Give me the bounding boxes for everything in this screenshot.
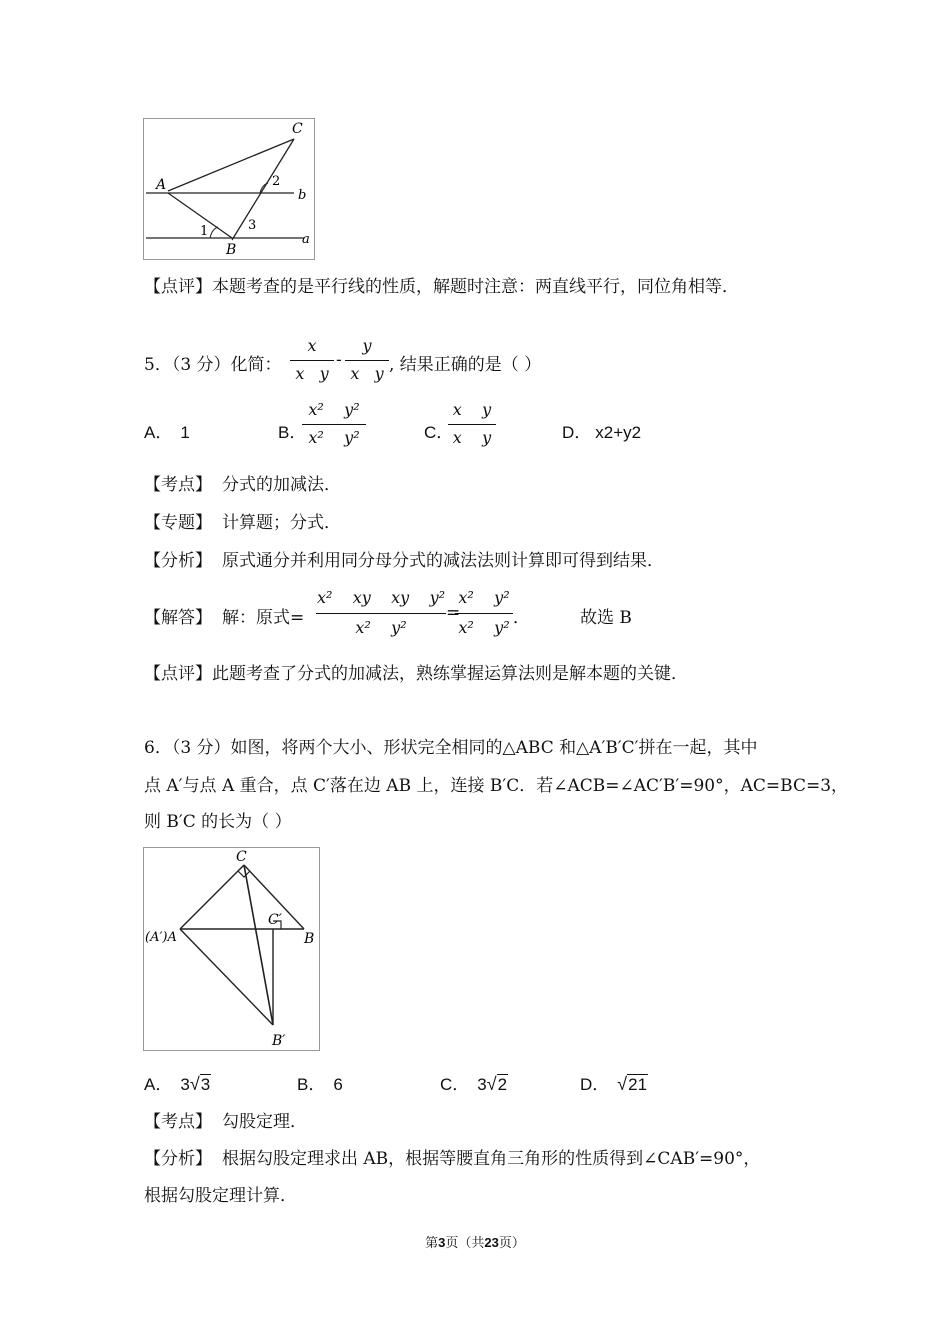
label-A: (A′)A (145, 930, 177, 945)
q5-option-b-label: B． (278, 423, 307, 442)
label-C: C (236, 849, 247, 865)
option-label: A． (144, 1075, 173, 1094)
option-value: 1 (180, 423, 190, 442)
label-angle-2: 2 (272, 174, 281, 189)
q5-option-c-fraction (448, 400, 496, 450)
q5-fenxi (144, 546, 664, 571)
figure-parallel-lines (143, 118, 315, 260)
text: 分式的加减法． (222, 475, 341, 495)
q5-fraction-2 (345, 336, 389, 386)
footer-text: 页） (498, 1236, 525, 1251)
label-B: B (304, 931, 315, 947)
q5-dianping (144, 659, 688, 684)
q5-stem-suffix: , 结果正确的是（ ） (389, 355, 542, 375)
option-label: D． (562, 423, 592, 442)
tag: 【分析】 (144, 551, 212, 571)
q5-stem-prefix: 5．（3 分）化简： (144, 355, 282, 375)
figure-triangles (143, 847, 320, 1051)
numerator: x y (452, 400, 492, 419)
q5-solution-fraction-2 (455, 588, 513, 640)
option-label: A． (144, 423, 173, 442)
tag: 【解答】 (144, 608, 212, 628)
q6-stem-line-3: 则 B′C 的长为（ ） (144, 812, 292, 832)
tag: 【考点】 (144, 1112, 212, 1132)
numerator: x² y² (458, 588, 510, 607)
q6-fenxi (144, 1144, 760, 1169)
comment-text: 本题考查的是平行线的性质，解题时注意：两直线平行，同位角相等． (212, 277, 739, 297)
q5-fraction-1 (290, 336, 334, 386)
q5-option-d (562, 418, 641, 443)
label-angle-1: 1 (200, 224, 209, 239)
period: ． (513, 608, 530, 628)
radicand: 3 (200, 1075, 211, 1094)
text: 解：原式= (222, 608, 305, 628)
q5-zhuanti (144, 508, 341, 533)
comment-tag: 【点评】 (144, 277, 212, 297)
label-C: C (292, 121, 303, 137)
q6-option-c: C． 3√2 (440, 1074, 508, 1094)
q5-solution-fraction-1 (316, 588, 446, 640)
option-label: C． (440, 1075, 470, 1094)
coefficient: 3 (180, 1075, 190, 1094)
option-label: B． (297, 1075, 326, 1094)
numerator: x² xy xy y² (316, 588, 446, 607)
label-B: B (226, 242, 237, 258)
label-angle-3: 3 (248, 218, 257, 233)
denominator: x y (295, 364, 329, 383)
q5-jieda (144, 603, 304, 628)
label-A: A (156, 177, 167, 193)
tag: 【分析】 (144, 1149, 212, 1169)
coefficient: 3 (477, 1075, 487, 1094)
option-value: 6 (333, 1075, 343, 1094)
parallel-lines-diagram (144, 119, 314, 259)
label-B-prime: B′ (272, 1033, 286, 1049)
q6-kaodian (144, 1107, 307, 1132)
q5-answer: 故选 B (580, 608, 632, 628)
q5-option-b-fraction (302, 400, 366, 450)
denominator: x y (350, 364, 384, 383)
label-a: a (302, 232, 310, 247)
tag: 【点评】 (144, 664, 212, 684)
numerator: x (307, 336, 317, 355)
tag: 【考点】 (144, 475, 212, 495)
text: 计算题；分式． (222, 513, 341, 533)
numerator: x² y² (308, 400, 360, 419)
option-value: x2+y2 (595, 423, 642, 442)
denominator: x y (452, 428, 492, 447)
current-page-number: 3 (438, 1235, 446, 1250)
tag: 【专题】 (144, 513, 212, 533)
equals-sign: = (446, 603, 461, 623)
footer-text: 页（共 (445, 1236, 485, 1251)
text: 勾股定理． (222, 1112, 307, 1132)
q6-option-a: A． 3√3 (144, 1074, 211, 1094)
minus-sign: - (336, 350, 342, 370)
label-b: b (298, 188, 307, 203)
triangles-diagram (144, 848, 319, 1050)
total-pages-number: 23 (484, 1235, 499, 1250)
footer-text: 第 (425, 1236, 439, 1251)
text: 根据勾股定理求出 AB，根据等腰直角三角形的性质得到∠CAB′=90°， (222, 1149, 761, 1169)
denominator: x² y² (355, 618, 407, 637)
q6-fenxi-line-2: 根据勾股定理计算． (144, 1186, 297, 1206)
q5-option-a (144, 418, 190, 443)
radicand: 21 (628, 1075, 648, 1094)
q6-option-d: D． √21 (580, 1074, 648, 1094)
q6-option-b (297, 1070, 343, 1095)
text: 此题考查了分式的加减法，熟练掌握运算法则是解本题的关键． (212, 664, 688, 684)
q6-stem-line-1: 6．（3 分）如图，将两个大小、形状完全相同的△ABC 和△A′B′C′拼在一起，其中 (144, 738, 758, 758)
q5-option-c-label: C． (424, 423, 454, 442)
radicand: 2 (497, 1075, 508, 1094)
label-C-prime: C′ (268, 912, 282, 928)
denominator: x² y² (308, 428, 360, 447)
q5-kaodian (144, 470, 341, 495)
option-label: D． (580, 1075, 610, 1094)
numerator: y (362, 336, 372, 355)
comment-q4 (144, 272, 739, 297)
page-footer (0, 1232, 950, 1251)
text: 原式通分并利用同分母分式的减法法则计算即可得到结果． (222, 551, 664, 571)
q6-stem-line-2: 点 A′与点 A 重合，点 C′落在边 AB 上，连接 B′C．若∠ACB=∠AC′B′=90°，AC=BC=3， (144, 776, 849, 796)
denominator: x² y² (458, 618, 510, 637)
